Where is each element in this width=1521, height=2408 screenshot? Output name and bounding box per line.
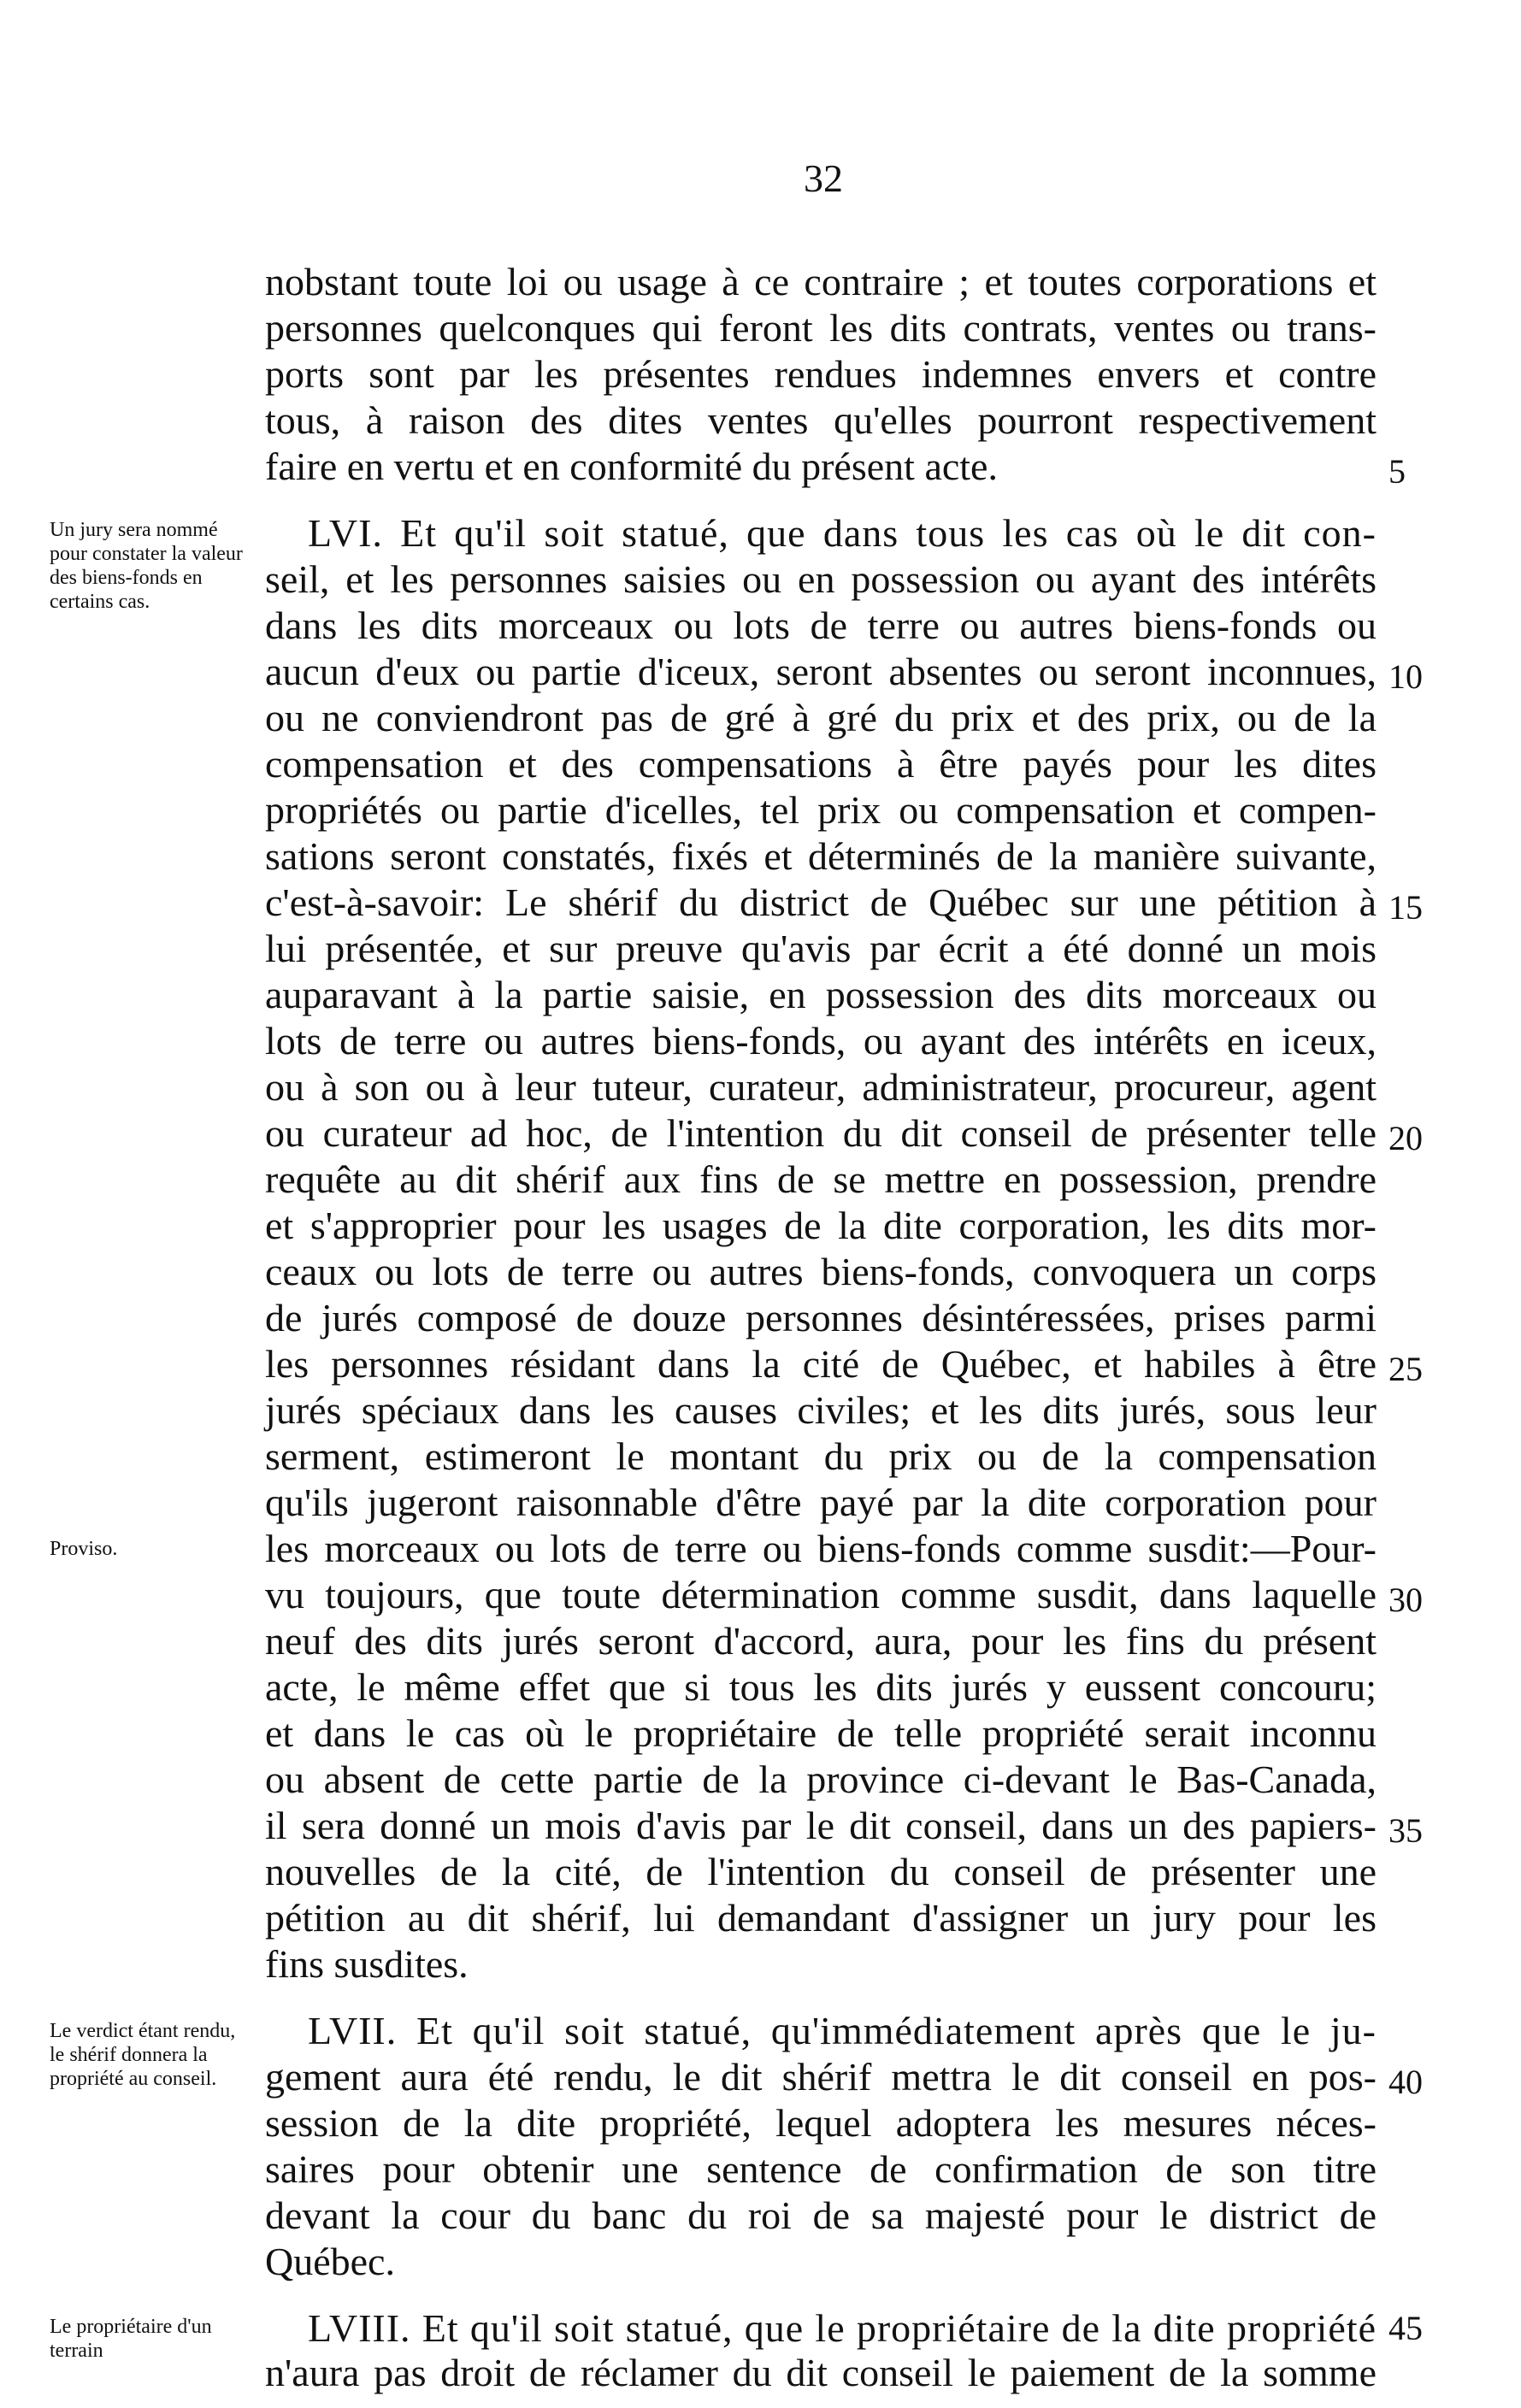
text-line: LVII. Et qu'il soit statué, qu'immédiatement après que le ju- [308, 2009, 1377, 2052]
line-number: 10 [1388, 657, 1423, 696]
text-line: de jurés composé de douze personnes désintéressées, prises parmi [265, 1296, 1377, 1339]
text-line: serment, estimeront le montant du prix ou de la compensation [265, 1434, 1377, 1478]
text-line: ou ne conviendront pas de gré à gré du prix et des prix, ou de la [265, 696, 1377, 739]
text-line: vu toujours, que toute détermination comme susdit, dans laquelle [265, 1573, 1377, 1616]
text-line: les morceaux ou lots de terre ou biens-fonds comme susdit:—Pour- [265, 1527, 1377, 1570]
text-line: qu'ils jugeront raisonnable d'être payé par la dite corporation pour [265, 1481, 1377, 1524]
line-number: 30 [1388, 1581, 1423, 1619]
text-line: c'est-à-savoir: Le shérif du district de Québec sur une pétition à [265, 880, 1377, 924]
text-line: LVI. Et qu'il soit statué, que dans tous les cas où le dit con- [308, 511, 1377, 555]
text-line: ports sont par les présentes rendues indemnes envers et contre [265, 352, 1377, 396]
text-line: les personnes résidant dans la cité de Québec, et habiles à être [265, 1342, 1377, 1386]
line-number: 20 [1388, 1119, 1423, 1157]
margin-note: Proviso. [50, 1538, 118, 1560]
text-line: tous, à raison des dites ventes qu'elles pourront respectivement [265, 398, 1377, 442]
text-line: personnes quelconques qui feront les dits contrats, ventes ou trans- [265, 306, 1377, 350]
text-line: auparavant à la partie saisie, en possession des dits morceaux ou [265, 973, 1377, 1016]
text-line: fins susdites. [265, 1942, 469, 1986]
text-line: neuf des dits jurés seront d'accord, aura, pour les fins du présent [265, 1619, 1377, 1663]
margin-note: Le propriétaire d'un terrain [50, 2316, 212, 2362]
text-line: et dans le cas où le propriétaire de telle propriété serait inconnu [265, 1711, 1377, 1755]
text-line: nobstant toute loi ou usage à ce contraire ; et toutes corporations et [265, 260, 1377, 303]
text-line: il sera donné un mois d'avis par le dit conseil, dans un des papiers- [265, 1804, 1377, 1847]
text-line: et s'approprier pour les usages de la dite corporation, les dits mor- [265, 1204, 1377, 1247]
text-line: session de la dite propriété, lequel adoptera les mesures néces- [265, 2101, 1377, 2145]
text-line: LVIII. Et qu'il soit statué, que le propriétaire de la dite propriété [308, 2306, 1377, 2350]
text-line: n'aura pas droit de réclamer du dit conseil le paiement de la somme [265, 2351, 1377, 2394]
text-line: lots de terre ou autres biens-fonds, ou ayant des intérêts en iceux, [265, 1019, 1377, 1063]
text-line: devant la cour du banc du roi de sa majesté pour le district de [265, 2193, 1377, 2237]
text-line: seil, et les personnes saisies ou en possession ou ayant des intérêts [265, 557, 1377, 601]
text-line: ou absent de cette partie de la province ci-devant le Bas-Canada, [265, 1757, 1377, 1801]
text-line: ou curateur ad hoc, de l'intention du dit conseil de présenter telle [265, 1111, 1377, 1155]
text-line: dans les dits morceaux ou lots de terre ou autres biens-fonds ou [265, 603, 1377, 647]
text-line: pétition au dit shérif, lui demandant d'assigner un jury pour les [265, 1896, 1377, 1940]
text-line: ceaux ou lots de terre ou autres biens-fonds, convoquera un corps [265, 1250, 1377, 1293]
text-line: Québec. [265, 2240, 395, 2283]
text-line: acte, le même effet que si tous les dits jurés y eussent concouru; [265, 1665, 1377, 1709]
margin-note: Un jury sera nommé pour constater la valeur des biens-fonds en certains cas. [50, 519, 243, 613]
line-number: 45 [1388, 2309, 1423, 2347]
text-line: aucun d'eux ou partie d'iceux, seront absentes ou seront inconnues, [265, 650, 1377, 693]
text-line: nouvelles de la cité, de l'intention du conseil de présenter une [265, 1850, 1377, 1893]
text-line: requête au dit shérif aux fins de se mettre en possession, prendre [265, 1157, 1377, 1201]
line-number: 35 [1388, 1811, 1423, 1850]
line-number: 5 [1388, 452, 1406, 491]
text-line: ou à son ou à leur tuteur, curateur, administrateur, procureur, agent [265, 1065, 1377, 1109]
line-number: 25 [1388, 1350, 1423, 1388]
text-line: compensation et des compensations à être payés pour les dites [265, 742, 1377, 786]
text-line: faire en vertu et en conformité du présent acte. [265, 445, 998, 488]
line-number: 15 [1388, 888, 1423, 927]
text-line: saires pour obtenir une sentence de confirmation de son titre [265, 2147, 1377, 2191]
text-line: jurés spéciaux dans les causes civiles; et les dits jurés, sous leur [265, 1388, 1377, 1432]
line-number: 40 [1388, 2063, 1423, 2101]
text-line: sations seront constatés, fixés et déterminés de la manière suivante, [265, 834, 1377, 878]
text-line: gement aura été rendu, le dit shérif mettra le dit conseil en pos- [265, 2055, 1377, 2099]
margin-note: Le verdict étant rendu, le shérif donnera la propriété au conseil. [50, 2020, 236, 2090]
text-line: lui présentée, et sur preuve qu'avis par écrit a été donné un mois [265, 927, 1377, 970]
text-line: propriétés ou partie d'icelles, tel prix ou compensation et compen- [265, 788, 1377, 832]
page-number: 32 [804, 156, 843, 200]
